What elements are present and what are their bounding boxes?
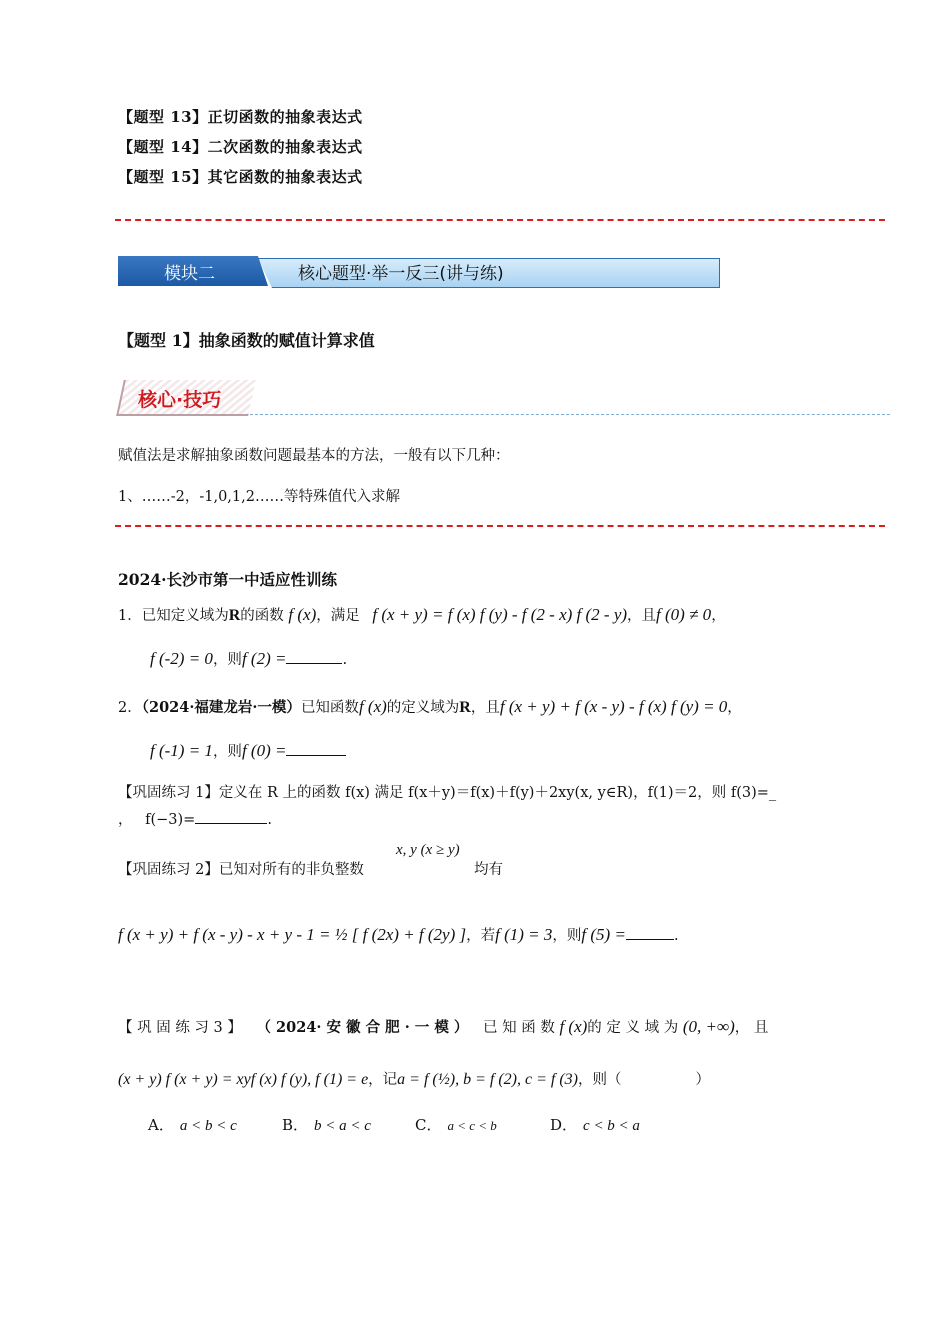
- q1-ask: f (2) =: [241, 649, 287, 668]
- question-2-line2: [150, 740, 346, 761]
- practice-3-equation: (x + y) f (x + y) = xyf (x) f (y), f (1) = e: [118, 1071, 369, 1088]
- q1-number: 1．: [118, 608, 142, 624]
- module-label: 模块二: [164, 264, 215, 284]
- practice-2-condition: f (1) = 3: [495, 925, 553, 944]
- q1-text-g: ，则: [212, 652, 242, 668]
- practice-3-text-b: 的 定 义 域 为: [587, 1020, 679, 1036]
- practice-2-text-d: ，则: [552, 928, 582, 944]
- practice-2-end: .: [673, 928, 679, 944]
- q2-source: （2024·福建龙岩·一模）: [141, 699, 301, 716]
- q2-ask: f (0) =: [241, 741, 287, 760]
- tag-underline: [250, 414, 890, 415]
- practice-1-ask: f(−3)=: [145, 812, 196, 828]
- practice-2-label: 【巩固练习 2】: [118, 862, 219, 878]
- q2-text-a: 已知函数: [300, 700, 359, 716]
- q2-number: 2．: [118, 700, 142, 716]
- q2-text-d: ，: [727, 700, 742, 716]
- practice-1-label: 【巩固练习 1】: [118, 785, 219, 801]
- practice-3-text-a: 已 知 函 数: [483, 1020, 555, 1036]
- q2-text-e: ，则: [212, 744, 242, 760]
- tip-line-1: 赋值法是求解抽象函数问题最基本的方法，一般有以下几种：: [118, 448, 510, 464]
- practice-2: [118, 858, 364, 879]
- practice-3-label: 【 巩 固 练 习 3 】: [118, 1020, 242, 1036]
- option-c-expr: a < c < b: [447, 1118, 497, 1133]
- question-2: [118, 696, 742, 717]
- q1-condition: f (0) ≠ 0: [656, 605, 712, 624]
- option-b-letter: B．: [282, 1116, 309, 1134]
- practice-3-domain: (0, +∞): [682, 1017, 735, 1036]
- q1-R: R: [228, 607, 241, 624]
- q1-text-a: 已知定义域为: [141, 608, 229, 624]
- q2-text-c: ，且: [470, 700, 500, 716]
- practice-2-answer-blank[interactable]: [626, 925, 674, 940]
- question-1: [118, 604, 726, 625]
- q1-answer-blank[interactable]: [286, 649, 342, 664]
- module-title: 核心题型·举一反三(讲与练): [298, 264, 504, 284]
- option-a-letter: A．: [148, 1116, 174, 1134]
- practice-1-line2: [118, 808, 272, 829]
- practice-1-comma: ，: [118, 812, 133, 828]
- q1-text-b: 的函数: [240, 608, 284, 624]
- q2-fx: f (x): [358, 697, 387, 716]
- toc-item-14[interactable]: 【题型 14】二次函数的抽象表达式: [118, 138, 363, 156]
- q1-f-neg2: f (-2) = 0: [150, 649, 213, 668]
- practice-1-answer-blank[interactable]: [195, 809, 267, 824]
- option-b-expr: b < a < c: [314, 1118, 371, 1134]
- q1-equation: f (x + y) = f (x) f (y) - f (2 - x) f (2 - y): [372, 605, 628, 624]
- practice-3-line2: [118, 1068, 710, 1089]
- q2-text-b: 的定义域为: [386, 700, 460, 716]
- practice-2-text-a: 已知对所有的非负整数: [218, 862, 364, 878]
- q2-equation: f (x + y) + f (x - y) - f (x) f (y) = 0: [499, 697, 728, 716]
- q2-R: R: [459, 699, 471, 716]
- q1-text-c: ，满足: [316, 608, 360, 624]
- option-d-letter: D．: [550, 1116, 578, 1134]
- practice-2-line2: [118, 924, 679, 945]
- practice-3-source: （ 2024· 安 徽 合 肥 · 一 模 ）: [256, 1019, 469, 1036]
- practice-3-text-f: ）: [695, 1072, 710, 1088]
- practice-1-text: 定义在 R 上的函数 f(x) 满足 f(x＋y)＝f(x)＋f(y)＋2xy(x, y∈R)，f(1)＝2，则 f(3)=_: [218, 785, 777, 801]
- tip-line-2: 1、……-2，-1,0,1,2……等特殊值代入求解: [118, 489, 400, 505]
- toc-item-13[interactable]: 【题型 13】正切函数的抽象表达式: [118, 108, 363, 126]
- q2-f-neg1: f (-1) = 1: [150, 741, 213, 760]
- practice-3-fx: f (x): [559, 1017, 588, 1036]
- q1-text-e: ，: [711, 608, 726, 624]
- practice-1-end: .: [267, 812, 272, 828]
- option-c[interactable]: [415, 1114, 497, 1135]
- option-a[interactable]: [148, 1114, 237, 1135]
- practice-3-text-c: ， 且: [734, 1020, 769, 1036]
- practice-3-text-e: ，则（: [577, 1072, 622, 1088]
- practice-2-text-b: 均有: [474, 862, 503, 878]
- divider-bottom: [115, 525, 885, 527]
- practice-2-vars: x, y (x ≥ y): [396, 842, 460, 858]
- toc-item-15[interactable]: 【题型 15】其它函数的抽象表达式: [118, 168, 363, 186]
- practice-2-text-c: ，若: [466, 928, 496, 944]
- practice-3: [118, 1016, 768, 1037]
- core-tip-label: 核心·技巧: [138, 389, 222, 411]
- question-1-line2: [150, 648, 347, 669]
- practice-2-equation: f (x + y) + f (x - y) - x + y - 1 = ½ [ f (2x) + f (2y) ]: [118, 925, 467, 944]
- practice-3-text-d: ，记: [368, 1072, 398, 1088]
- section-title: 【题型 1】抽象函数的赋值计算求值: [118, 331, 375, 350]
- option-d-expr: c < b < a: [583, 1118, 640, 1134]
- q1-text-d: ，且: [627, 608, 657, 624]
- practice-2-ask: f (5) =: [581, 925, 626, 944]
- source-heading: 2024·长沙市第一中适应性训练: [118, 570, 338, 589]
- option-d[interactable]: [550, 1114, 640, 1135]
- q1-fx: f (x): [288, 605, 317, 624]
- option-a-expr: a < b < c: [179, 1118, 237, 1134]
- option-b[interactable]: [282, 1114, 371, 1135]
- practice-3-abc: a = f (½), b = f (2), c = f (3): [397, 1071, 578, 1088]
- q1-end: .: [342, 652, 348, 668]
- practice-1: [118, 781, 776, 802]
- divider-top: [115, 219, 885, 221]
- option-c-letter: C．: [415, 1116, 442, 1134]
- q2-answer-blank[interactable]: [286, 741, 346, 756]
